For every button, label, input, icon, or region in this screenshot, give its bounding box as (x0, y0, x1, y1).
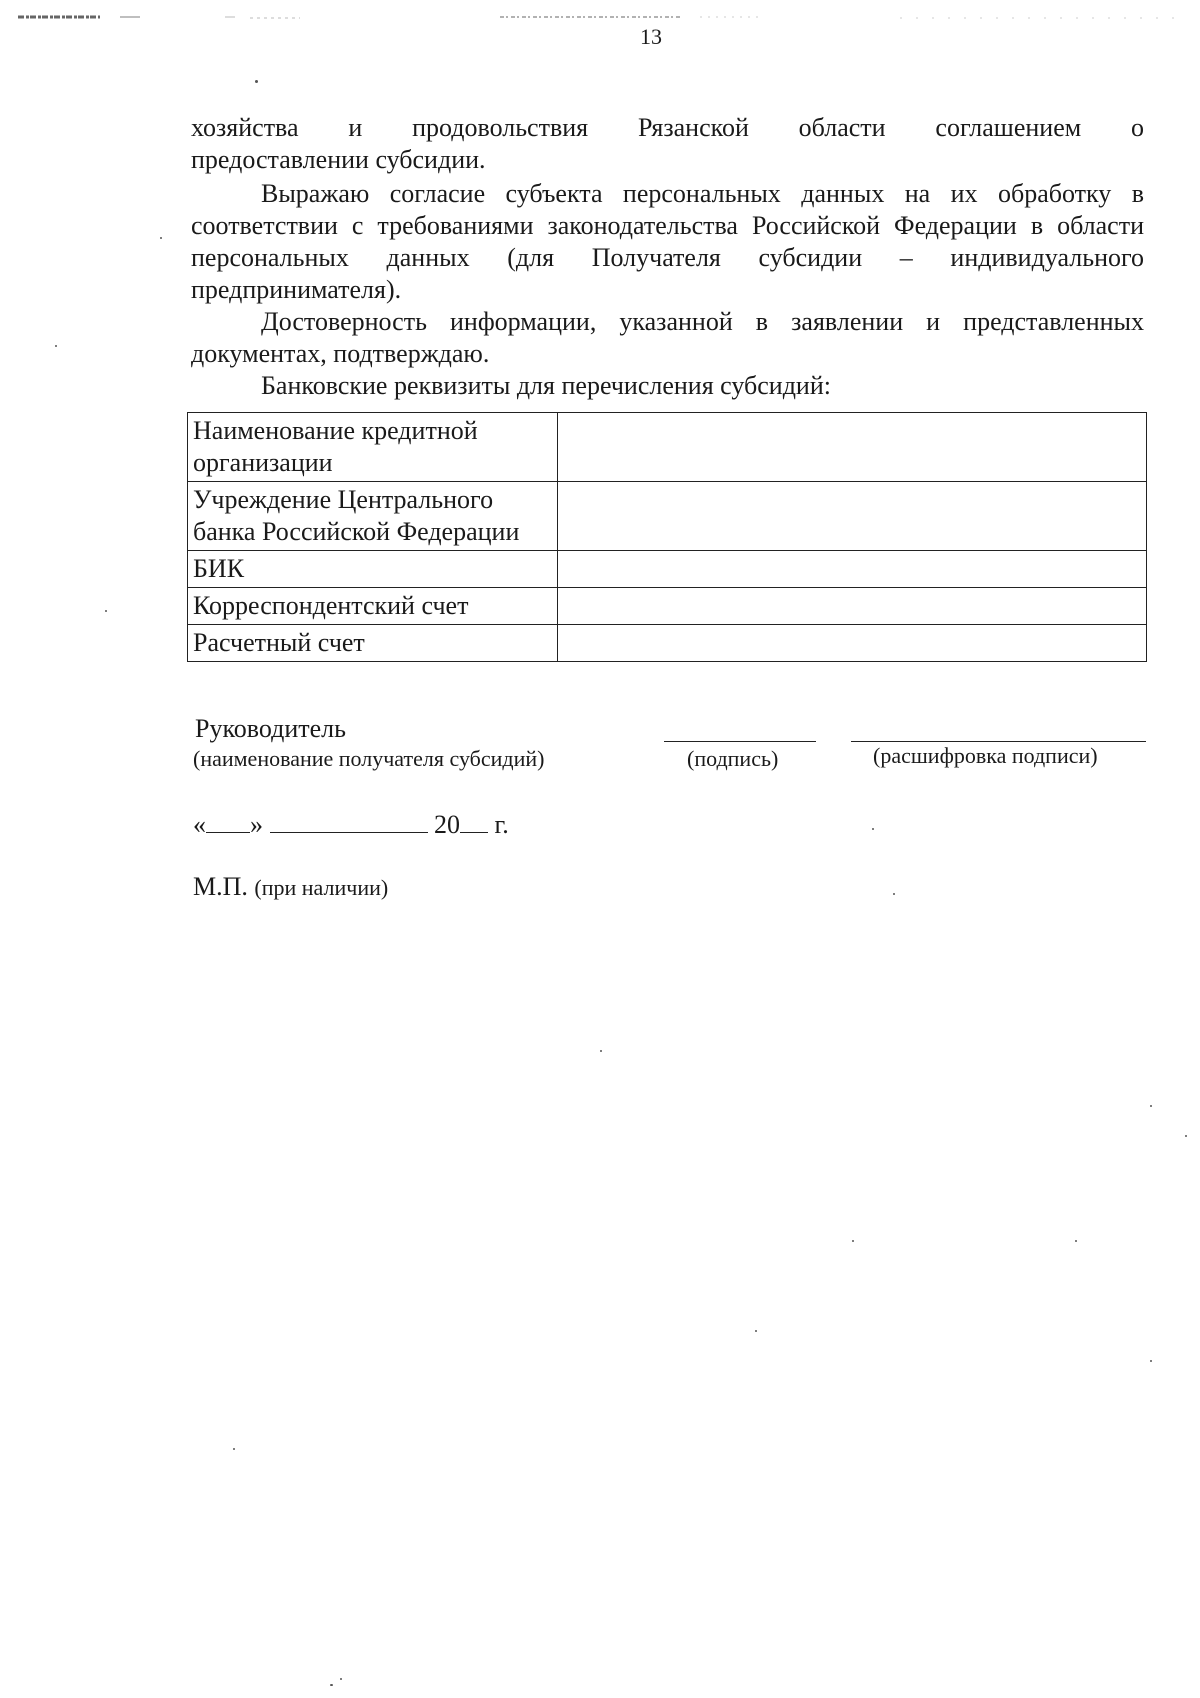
seal-abbrev: М.П. (193, 872, 248, 901)
table-row (188, 551, 1147, 588)
page-number: 13 (640, 24, 662, 49)
row-label-settlement-account: Расчетный счет (188, 625, 558, 662)
scan-speck (255, 80, 258, 83)
word: области (798, 113, 886, 142)
scan-speck (1150, 1360, 1152, 1362)
date-close-quote: » (250, 810, 263, 839)
seal-label (193, 872, 388, 902)
paragraph-1-line-1 (191, 112, 1144, 144)
scan-speck (330, 1684, 333, 1686)
row-value-bank-name[interactable] (558, 413, 1147, 482)
scan-speck (160, 237, 162, 239)
row-label-correspondent-account: Корреспондентский счет (188, 588, 558, 625)
scan-speck (1185, 1135, 1187, 1137)
word: хозяйства (191, 113, 299, 142)
signature-decoding-caption: (расшифровка подписи) (873, 743, 1098, 768)
scan-speck (600, 1050, 602, 1052)
table-row (188, 482, 1147, 551)
row-label-bik: БИК (188, 551, 558, 588)
signature-caption: (подпись) (687, 746, 779, 771)
table-row (188, 625, 1147, 662)
scan-artifact-strip (0, 12, 1200, 22)
row-value-central-bank[interactable] (558, 482, 1147, 551)
date-open-quote: « (193, 810, 206, 839)
year-suffix: г. (494, 810, 509, 839)
word: продовольствия (412, 113, 589, 142)
bank-details-table (187, 412, 1147, 662)
scan-speck (1150, 1105, 1152, 1107)
row-label-central-bank: Учреждение Центрального банка Российской Федерации (188, 482, 558, 551)
recipient-name-caption: (наименование получателя субсидий) (193, 746, 545, 771)
date-line (193, 806, 509, 840)
day-blank[interactable] (206, 806, 250, 833)
word: Рязанской (637, 113, 749, 142)
bank-details-heading: Банковские реквизиты для перечисления субсидий: (261, 371, 831, 400)
scan-speck (755, 1330, 757, 1332)
scan-speck (852, 1240, 854, 1242)
consent-paragraph: Выражаю согласие субъекта персональных данных на их обработку в соответствии с требованиями законодательства Российской Федерации в области персональных данных (для Получателя субсидии – индивидуального предпринимателя). (191, 179, 1144, 304)
year-blank[interactable] (460, 806, 488, 833)
head-label: Руководитель (195, 714, 346, 743)
row-label-bank-name: Наименование кредитной организации (188, 413, 558, 482)
seal-note: (при наличии) (254, 875, 389, 900)
scan-speck (340, 1678, 342, 1680)
paragraph-1-line-2: предоставлении субсидии. (191, 145, 486, 174)
row-value-settlement-account[interactable] (558, 625, 1147, 662)
scan-speck (893, 893, 895, 895)
word: и (348, 113, 363, 142)
month-blank[interactable] (270, 806, 428, 833)
accuracy-paragraph: Достоверность информации, указанной в заявлении и представленных документах, подтверждаю. (191, 307, 1144, 368)
scan-speck (55, 345, 57, 347)
signature-line[interactable] (664, 741, 816, 742)
word: соглашением (935, 113, 1082, 142)
paragraph-1 (191, 112, 1144, 176)
table-row (188, 413, 1147, 482)
row-value-correspondent-account[interactable] (558, 588, 1147, 625)
scan-speck (233, 1448, 235, 1450)
word: о (1131, 113, 1144, 142)
scan-speck (1075, 1240, 1077, 1242)
signature-decoding-line[interactable] (851, 741, 1146, 742)
table-row (188, 588, 1147, 625)
row-value-bik[interactable] (558, 551, 1147, 588)
scan-speck (105, 610, 107, 612)
scan-speck (872, 828, 874, 830)
year-prefix: 20 (434, 810, 460, 839)
